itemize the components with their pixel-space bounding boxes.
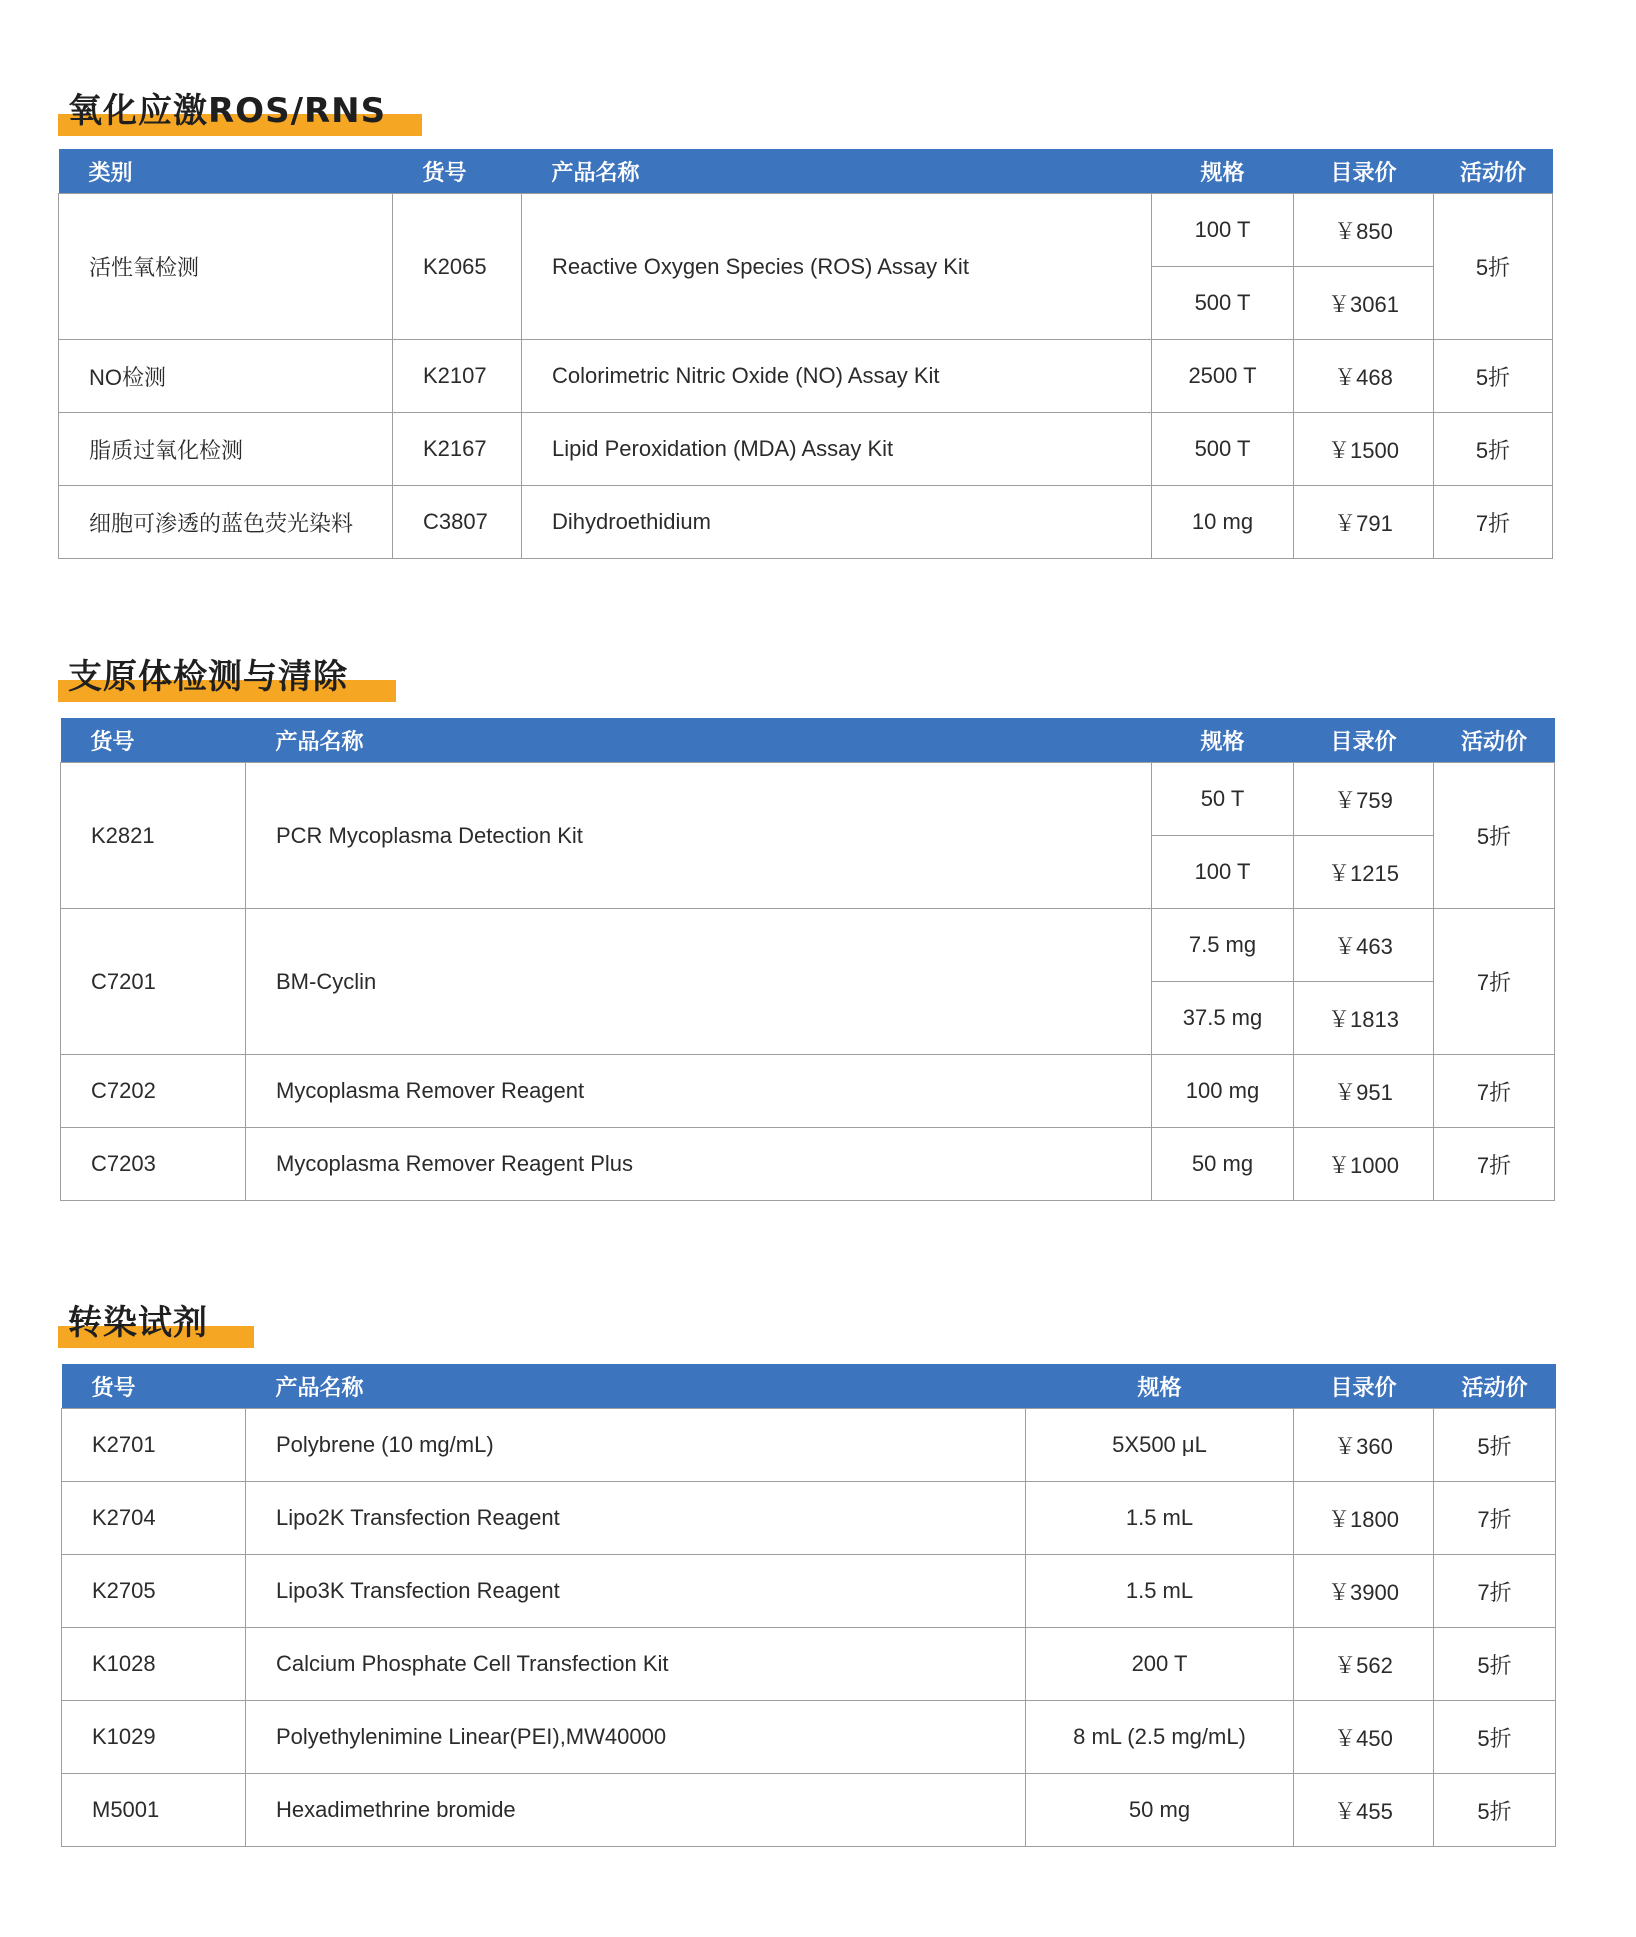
cell-spec: 50 mg	[1152, 1128, 1294, 1201]
header-list-price: 目录价	[1294, 1364, 1434, 1409]
section-title-text: 支原体检测与清除	[68, 657, 348, 697]
cell-name: Reactive Oxygen Species (ROS) Assay Kit	[522, 194, 1152, 340]
header-code: 货号	[61, 718, 246, 763]
cell-code: K1028	[62, 1628, 246, 1701]
table-row	[61, 763, 1555, 836]
header-spec: 规格	[1152, 718, 1294, 763]
cell-code: K2167	[393, 413, 522, 486]
mycoplasma-table	[60, 718, 1555, 1201]
header-spec: 规格	[1152, 149, 1294, 194]
cell-spec: 200 T	[1026, 1628, 1294, 1701]
cell-price: ￥468	[1294, 340, 1434, 413]
cell-discount: 5折	[1434, 194, 1553, 340]
cell-price: ￥3900	[1294, 1555, 1434, 1628]
section-title-text: 转染试剂	[68, 1303, 208, 1343]
table-row	[59, 194, 1553, 267]
header-code: 货号	[62, 1364, 246, 1409]
cell-spec: 1.5 mL	[1026, 1482, 1294, 1555]
cell-price: ￥1000	[1294, 1128, 1434, 1201]
cell-price: ￥455	[1294, 1774, 1434, 1847]
cell-category: NO检测	[59, 340, 393, 413]
cell-spec: 500 T	[1152, 413, 1294, 486]
table-header-row	[61, 718, 1555, 763]
cell-spec: 500 T	[1152, 267, 1294, 340]
table-row	[59, 340, 1553, 413]
cell-spec: 10 mg	[1152, 486, 1294, 559]
cell-spec: 7.5 mg	[1152, 909, 1294, 982]
cell-name: Lipid Peroxidation (MDA) Assay Kit	[522, 413, 1152, 486]
cell-name: Mycoplasma Remover Reagent	[246, 1055, 1152, 1128]
header-promo-price: 活动价	[1434, 1364, 1556, 1409]
header-category: 类别	[59, 149, 393, 194]
cell-category: 脂质过氧化检测	[59, 413, 393, 486]
cell-name: Calcium Phosphate Cell Transfection Kit	[246, 1628, 1026, 1701]
cell-discount: 7折	[1434, 1555, 1556, 1628]
header-code: 货号	[393, 149, 522, 194]
table-row	[61, 1128, 1555, 1201]
table-row	[62, 1628, 1556, 1701]
table-row	[61, 909, 1555, 982]
cell-price: ￥1215	[1294, 836, 1434, 909]
cell-spec: 100 T	[1152, 836, 1294, 909]
section-title-text: 氧化应激ROS/RNS	[68, 91, 387, 131]
cell-price: ￥450	[1294, 1701, 1434, 1774]
table-row	[62, 1482, 1556, 1555]
header-name: 产品名称	[246, 1364, 1026, 1409]
cell-name: Lipo2K Transfection Reagent	[246, 1482, 1026, 1555]
cell-spec: 5X500 μL	[1026, 1409, 1294, 1482]
header-spec: 规格	[1026, 1364, 1294, 1409]
cell-spec: 100 T	[1152, 194, 1294, 267]
cell-discount: 5折	[1434, 1409, 1556, 1482]
cell-name: PCR Mycoplasma Detection Kit	[246, 763, 1152, 909]
cell-discount: 5折	[1434, 1628, 1556, 1701]
cell-code: C7201	[61, 909, 246, 1055]
cell-category: 细胞可渗透的蓝色荧光染料	[59, 486, 393, 559]
table-row	[59, 486, 1553, 559]
cell-name: Dihydroethidium	[522, 486, 1152, 559]
cell-name: Colorimetric Nitric Oxide (NO) Assay Kit	[522, 340, 1152, 413]
cell-code: K2701	[62, 1409, 246, 1482]
table-header-row	[62, 1364, 1556, 1409]
cell-code: M5001	[62, 1774, 246, 1847]
table-row	[62, 1555, 1556, 1628]
cell-category: 活性氧检测	[59, 194, 393, 340]
header-name: 产品名称	[246, 718, 1152, 763]
cell-spec: 37.5 mg	[1152, 982, 1294, 1055]
cell-spec: 50 mg	[1026, 1774, 1294, 1847]
cell-name: Polyethylenimine Linear(PEI),MW40000	[246, 1701, 1026, 1774]
header-list-price: 目录价	[1294, 149, 1434, 194]
cell-price: ￥463	[1294, 909, 1434, 982]
cell-discount: 7折	[1434, 1128, 1555, 1201]
cell-discount: 5折	[1434, 763, 1555, 909]
table-row	[61, 1055, 1555, 1128]
header-promo-price: 活动价	[1434, 718, 1555, 763]
cell-price: ￥1813	[1294, 982, 1434, 1055]
cell-spec: 100 mg	[1152, 1055, 1294, 1128]
table-row	[59, 413, 1553, 486]
cell-code: C7203	[61, 1128, 246, 1201]
header-list-price: 目录价	[1294, 718, 1434, 763]
cell-code: K2704	[62, 1482, 246, 1555]
cell-discount: 7折	[1434, 1055, 1555, 1128]
cell-code: K2705	[62, 1555, 246, 1628]
cell-discount: 5折	[1434, 340, 1553, 413]
cell-spec: 50 T	[1152, 763, 1294, 836]
cell-price: ￥562	[1294, 1628, 1434, 1701]
cell-code: K2065	[393, 194, 522, 340]
cell-name: Lipo3K Transfection Reagent	[246, 1555, 1026, 1628]
cell-code: K2821	[61, 763, 246, 909]
header-promo-price: 活动价	[1434, 149, 1553, 194]
cell-name: Polybrene (10 mg/mL)	[246, 1409, 1026, 1482]
table-row	[62, 1774, 1556, 1847]
table-row	[62, 1409, 1556, 1482]
cell-price: ￥3061	[1294, 267, 1434, 340]
cell-price: ￥1500	[1294, 413, 1434, 486]
cell-discount: 7折	[1434, 1482, 1556, 1555]
cell-discount: 7折	[1434, 909, 1555, 1055]
cell-name: Hexadimethrine bromide	[246, 1774, 1026, 1847]
table-header-row	[59, 149, 1553, 194]
cell-spec: 8 mL (2.5 mg/mL)	[1026, 1701, 1294, 1774]
cell-discount: 5折	[1434, 1774, 1556, 1847]
transfection-table	[61, 1364, 1556, 1847]
cell-code: C7202	[61, 1055, 246, 1128]
cell-price: ￥759	[1294, 763, 1434, 836]
header-name: 产品名称	[522, 149, 1152, 194]
cell-price: ￥791	[1294, 486, 1434, 559]
cell-price: ￥951	[1294, 1055, 1434, 1128]
table-row	[62, 1701, 1556, 1774]
cell-spec: 2500 T	[1152, 340, 1294, 413]
ros-table	[58, 149, 1553, 559]
cell-code: K1029	[62, 1701, 246, 1774]
cell-spec: 1.5 mL	[1026, 1555, 1294, 1628]
cell-name: BM-Cyclin	[246, 909, 1152, 1055]
cell-name: Mycoplasma Remover Reagent Plus	[246, 1128, 1152, 1201]
cell-price: ￥360	[1294, 1409, 1434, 1482]
cell-discount: 5折	[1434, 1701, 1556, 1774]
cell-code: C3807	[393, 486, 522, 559]
cell-discount: 5折	[1434, 413, 1553, 486]
cell-price: ￥850	[1294, 194, 1434, 267]
cell-price: ￥1800	[1294, 1482, 1434, 1555]
cell-code: K2107	[393, 340, 522, 413]
cell-discount: 7折	[1434, 486, 1553, 559]
